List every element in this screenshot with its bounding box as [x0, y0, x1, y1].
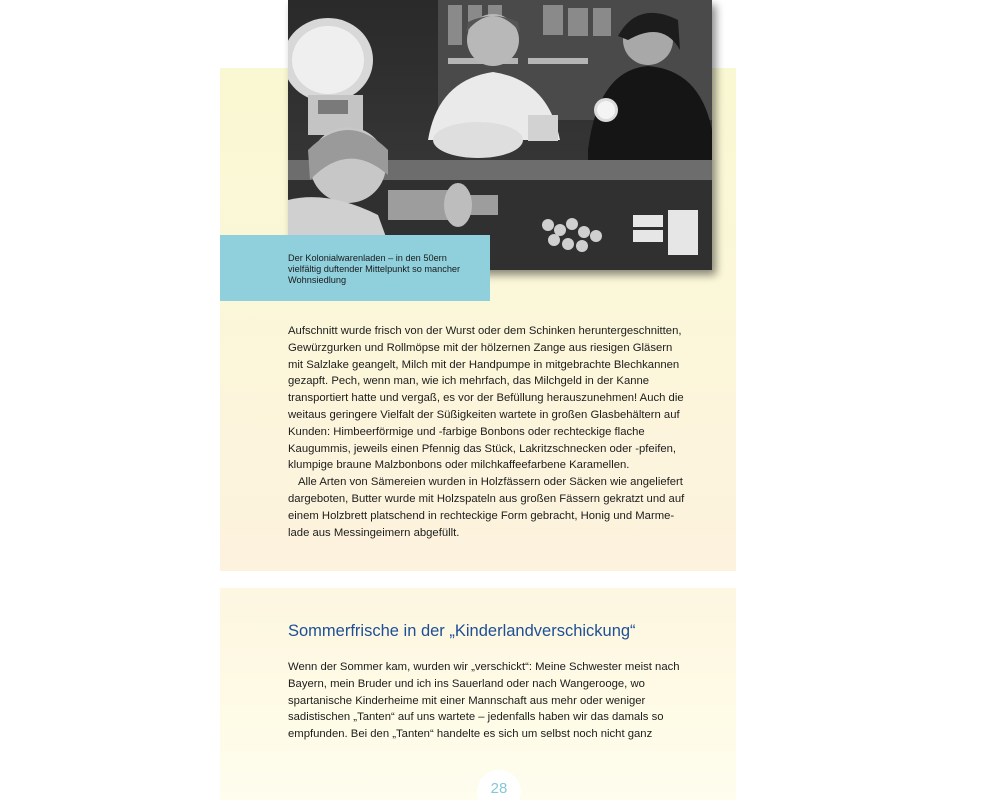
text-line: Aufschnitt wurde frisch von der Wurst oder dem Schinken heruntergeschnitten,	[288, 325, 682, 337]
text-line: transportiert hatte und vergaß, es vor der Befüllung herauszunehmen! Auch die	[288, 392, 684, 405]
section1-paragraph	[288, 323, 728, 541]
text-line: weitaus geringere Vielfalt der Süßigkeiten wartete in großen Glasbehältern auf	[288, 408, 680, 421]
text-line: dargeboten, Butter wurde mit Holzspateln aus großen Fässern gekratzt und auf	[288, 492, 685, 505]
text-line: Alle Arten von Sämereien wurden in Holzfässern oder Säcken wie angeliefert	[298, 476, 683, 489]
text-line: gezapft. Pech, wenn man, wie ich mehrfach, das Milchgeld in der Kanne	[288, 375, 650, 388]
caption-line: Der Kolonialwarenladen – in den 50ern	[288, 253, 447, 263]
text-line: klumpige braune Malzbonbons oder milchkaffeefarbene Karamellen.	[288, 459, 630, 472]
text-line: spartanische Kinderheime mit einer Mannschaft aus mehr oder weniger	[288, 694, 646, 707]
section2-paragraph	[288, 659, 728, 743]
text-line: Wenn der Sommer kam, wurden wir „verschickt“: Meine Schwester meist nach	[288, 661, 680, 673]
text-line: mit Salzlake geangelt, Milch mit der Handpumpe in mitgebrachte Blechkannen	[288, 358, 680, 371]
text-line: Bayern, mein Bruder und ich ins Sauerland oder nach Wangerooge, wo	[288, 677, 645, 690]
text-line: Kaugummis, jeweils einen Pfennig das Stück, Lakritzschnecken oder -pfeifen,	[288, 442, 677, 455]
photo-caption-box	[220, 235, 490, 301]
caption-line: vielfältig duftender Mittelpunkt so mancher	[288, 264, 461, 274]
page-number: 28	[477, 770, 521, 800]
grocery-store-photo	[288, 0, 712, 270]
text-line: Gewürzgurken und Rollmöpse mit der hölzernen Zange aus riesigen Gläsern	[288, 341, 673, 354]
text-line: Kunden: Himbeerförmige und -farbige Bonbons oder rechteckige flache	[288, 425, 645, 438]
section2-heading: Sommerfrische in der „Kinderlandverschickung“	[288, 622, 636, 640]
text-line: sadistischen „Tanten“ auf uns wartete – jedenfalls haben wir das damals so	[288, 711, 664, 724]
text-line: empfunden. Bei den „Tanten“ handelte es sich um selbst noch nicht ganz	[288, 728, 653, 741]
caption-line: Wohnsiedlung	[288, 275, 347, 285]
text-line: einem Holzbrett platschend in rechteckige Form gebracht, Honig und Marme-	[288, 509, 675, 522]
photo-caption	[288, 253, 484, 286]
text-line: lade aus Messingeimern abgefüllt.	[288, 526, 460, 539]
